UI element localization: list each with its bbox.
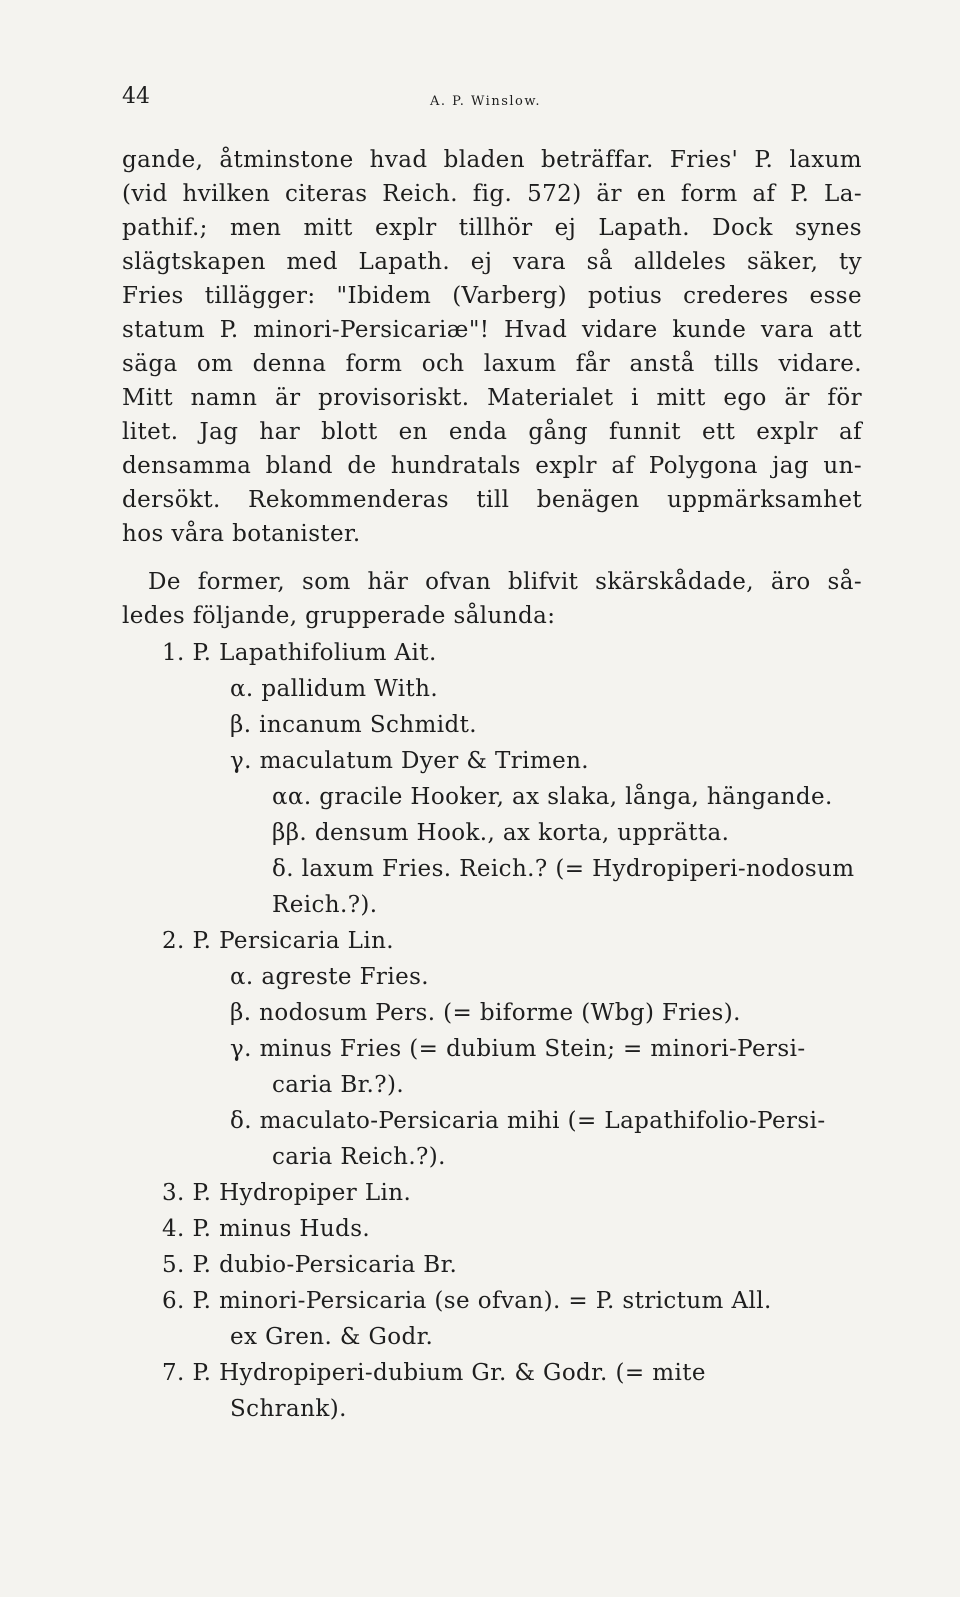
body-line: hos våra botanister. [122, 521, 361, 547]
body-line: Mitt namn är provisoriskt. Materialet i mitt ego är för [122, 385, 862, 411]
list-item: Schrank). [230, 1396, 347, 1422]
body-line: litet. Jag har blott en enda gång funnit ett explr af [122, 419, 862, 445]
body-line: säga om denna form och laxum får anstå tills vidare. [122, 351, 862, 377]
list-item: γ. maculatum Dyer & Trimen. [230, 748, 590, 774]
body-line: ledes följande, grupperade sålunda: [122, 603, 556, 629]
list-item: 6. P. minori-Persicaria (se ofvan). = P. strictum All. [162, 1288, 772, 1314]
list-item: β. incanum Schmidt. [230, 712, 477, 738]
list-item: 3. P. Hydropiper Lin. [162, 1180, 412, 1206]
body-line: dersökt. Rekommenderas till benägen uppmärksamhet [122, 487, 862, 513]
list-item: 4. P. minus Huds. [162, 1216, 371, 1242]
list-item: α. agreste Fries. [230, 964, 429, 990]
list-item: γ. minus Fries (= dubium Stein; = minori-Persi- [230, 1036, 806, 1062]
list-item: δ. laxum Fries. Reich.? (= Hydropiperi-nodosum [272, 856, 855, 882]
list-item: Reich.?). [272, 892, 378, 918]
list-item: 7. P. Hydropiperi-dubium Gr. & Godr. (= mite [162, 1360, 706, 1386]
list-item: β. nodosum Pers. (= biforme (Wbg) Fries). [230, 1000, 741, 1026]
list-item: δ. maculato-Persicaria mihi (= Lapathifolio-Persi- [230, 1108, 826, 1134]
body-line: gande, åtminstone hvad bladen beträffar. Fries' P. laxum [122, 147, 862, 173]
list-item: α. pallidum With. [230, 676, 439, 702]
list-item: caria Reich.?). [272, 1144, 446, 1170]
body-line: (vid hvilken citeras Reich. fig. 572) är en form af P. La- [122, 181, 862, 207]
body-line: pathif.; men mitt explr tillhör ej Lapath. Dock synes [122, 215, 862, 241]
list-item: αα. gracile Hooker, ax slaka, långa, hängande. [272, 784, 833, 810]
page-number: 44 [122, 84, 150, 109]
body-line: densamma bland de hundratals explr af Polygona jag un- [122, 453, 862, 479]
body-line: slägtskapen med Lapath. ej vara så alldeles säker, ty [122, 249, 862, 275]
list-item: 5. P. dubio-Persicaria Br. [162, 1252, 458, 1278]
list-item: 1. P. Lapathifolium Ait. [162, 640, 437, 666]
list-item: ββ. densum Hook., ax korta, upprätta. [272, 820, 730, 846]
body-line: De former, som här ofvan blifvit skärskådade, äro så- [148, 569, 862, 595]
list-item: caria Br.?). [272, 1072, 405, 1098]
body-line: statum P. minori-Persicariæ"! Hvad vidare kunde vara att [122, 317, 862, 343]
list-item: 2. P. Persicaria Lin. [162, 928, 395, 954]
body-line: Fries tillägger: "Ibidem (Varberg) potius crederes esse [122, 283, 862, 309]
running-head: A. P. Winslow. [430, 94, 542, 109]
list-item: ex Gren. & Godr. [230, 1324, 434, 1350]
